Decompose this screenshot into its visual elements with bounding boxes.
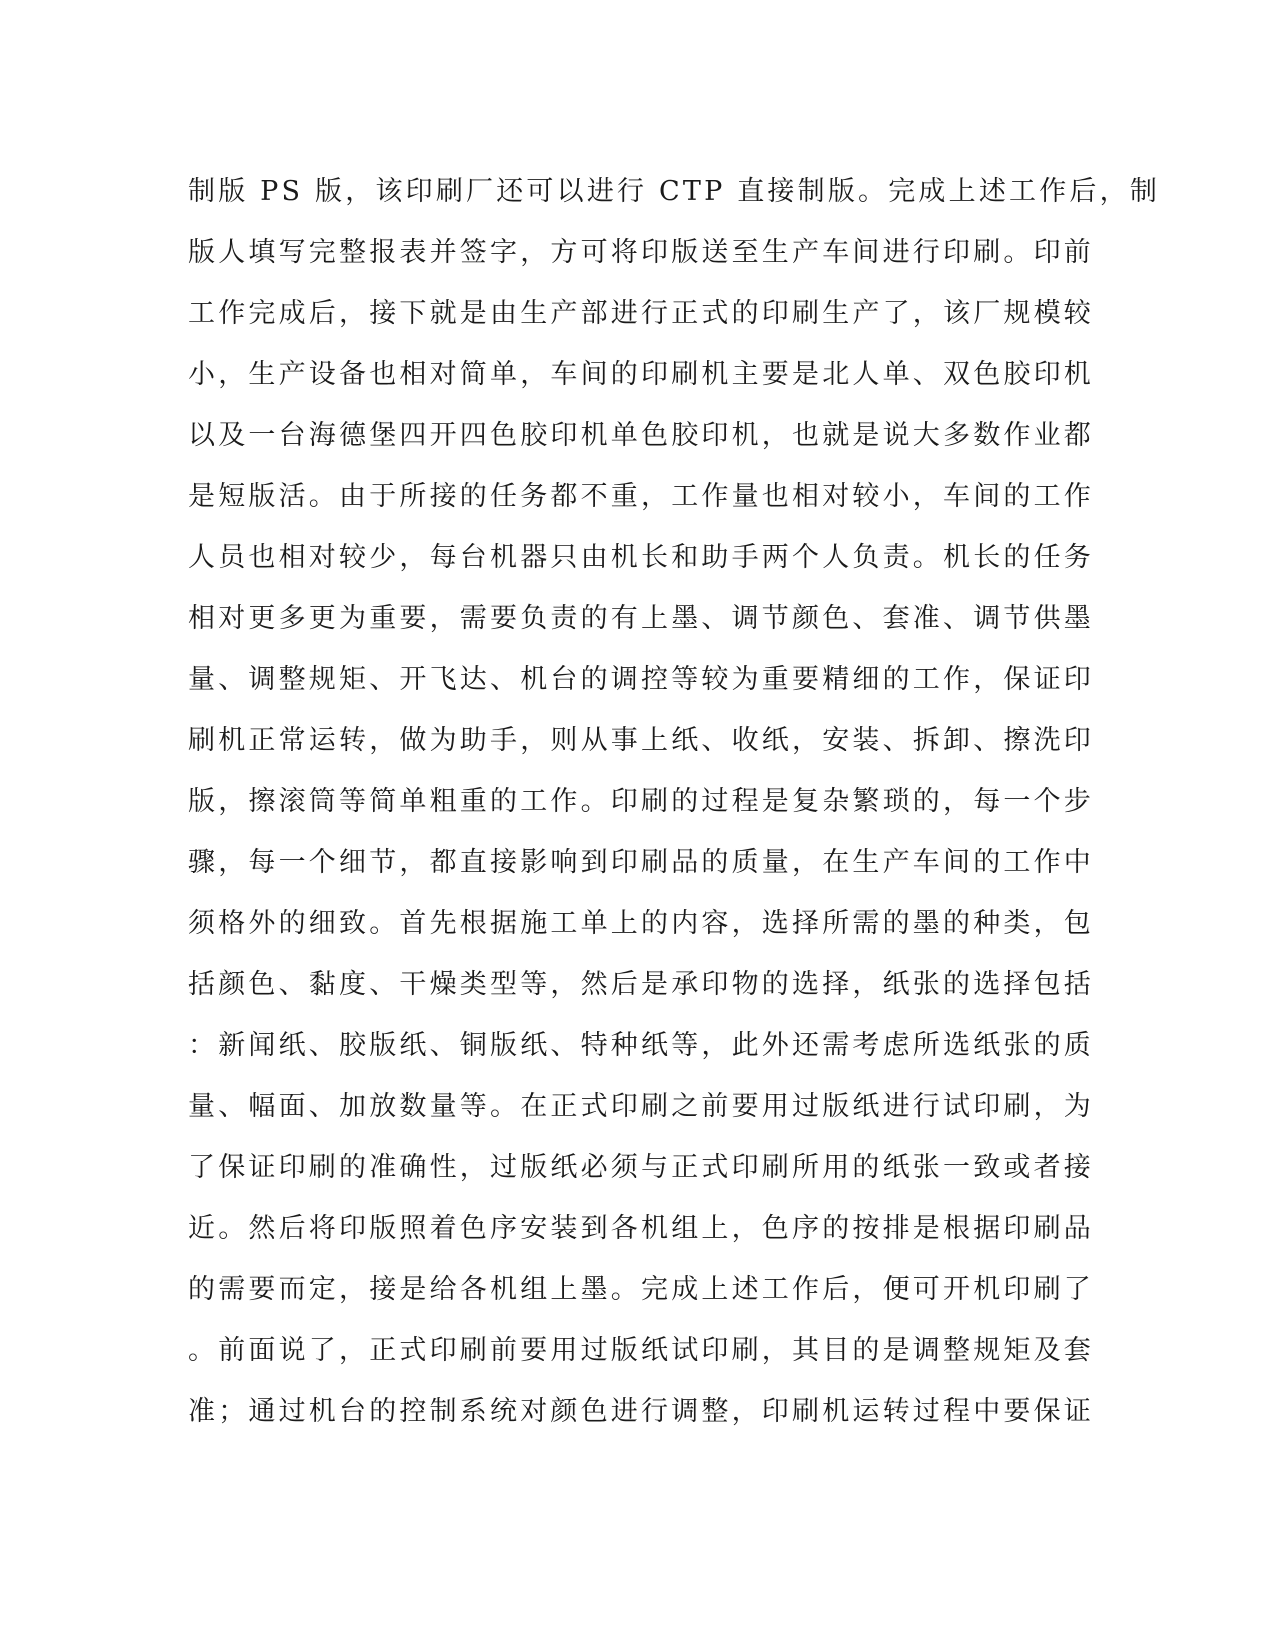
text-line-14: 括颜色、黏度、干燥类型等，然后是承印物的选择，纸张的选择包括 bbox=[188, 969, 1094, 1000]
text-line-7: 人员也相对较少，每台机器只由机长和助手两个人负责。机长的任务 bbox=[188, 542, 1094, 573]
text-line-17: 了保证印刷的准确性，过版纸必须与正式印刷所用的纸张一致或者接 bbox=[188, 1152, 1094, 1183]
text-line-18: 近。然后将印版照着色序安装到各机组上，色序的按排是根据印刷品 bbox=[188, 1213, 1094, 1244]
text-line-6: 是短版活。由于所接的任务都不重，工作量也相对较小，车间的工作 bbox=[188, 481, 1094, 512]
text-line-10: 刷机正常运转，做为助手，则从事上纸、收纸，安装、拆卸、擦洗印 bbox=[188, 725, 1094, 756]
text-line-4: 小，生产设备也相对简单，车间的印刷机主要是北人单、双色胶印机 bbox=[188, 359, 1094, 390]
text-line-3: 工作完成后，接下就是由生产部进行正式的印刷生产了，该厂规模较 bbox=[188, 298, 1094, 329]
text-line-19: 的需要而定，接是给各机组上墨。完成上述工作后，便可开机印刷了 bbox=[188, 1274, 1094, 1305]
text-line-5: 以及一台海德堡四开四色胶印机单色胶印机，也就是说大多数作业都 bbox=[188, 420, 1094, 451]
text-line-2: 版人填写完整报表并签字，方可将印版送至生产车间进行印刷。印前 bbox=[188, 237, 1094, 268]
text-line-1: 制版 PS 版，该印刷厂还可以进行 CTP 直接制版。完成上述工作后，制 bbox=[188, 176, 1161, 207]
text-line-21: 准；通过机台的控制系统对颜色进行调整，印刷机运转过程中要保证 bbox=[188, 1396, 1094, 1427]
text-line-11: 版，擦滚筒等简单粗重的工作。印刷的过程是复杂繁琐的，每一个步 bbox=[188, 786, 1094, 817]
text-line-13: 须格外的细致。首先根据施工单上的内容，选择所需的墨的种类，包 bbox=[188, 908, 1094, 939]
text-line-15: ：新闻纸、胶版纸、铜版纸、特种纸等，此外还需考虑所选纸张的质 bbox=[188, 1030, 1094, 1061]
text-line-20: 。前面说了，正式印刷前要用过版纸试印刷，其目的是调整规矩及套 bbox=[188, 1335, 1094, 1366]
body-text bbox=[188, 161, 1161, 1442]
text-line-16: 量、幅面、加放数量等。在正式印刷之前要用过版纸进行试印刷，为 bbox=[188, 1091, 1094, 1122]
text-line-9: 量、调整规矩、开飞达、机台的调控等较为重要精细的工作，保证印 bbox=[188, 664, 1094, 695]
text-line-8: 相对更多更为重要，需要负责的有上墨、调节颜色、套准、调节供墨 bbox=[188, 603, 1094, 634]
text-line-12: 骤，每一个细节，都直接影响到印刷品的质量，在生产车间的工作中 bbox=[188, 847, 1094, 878]
